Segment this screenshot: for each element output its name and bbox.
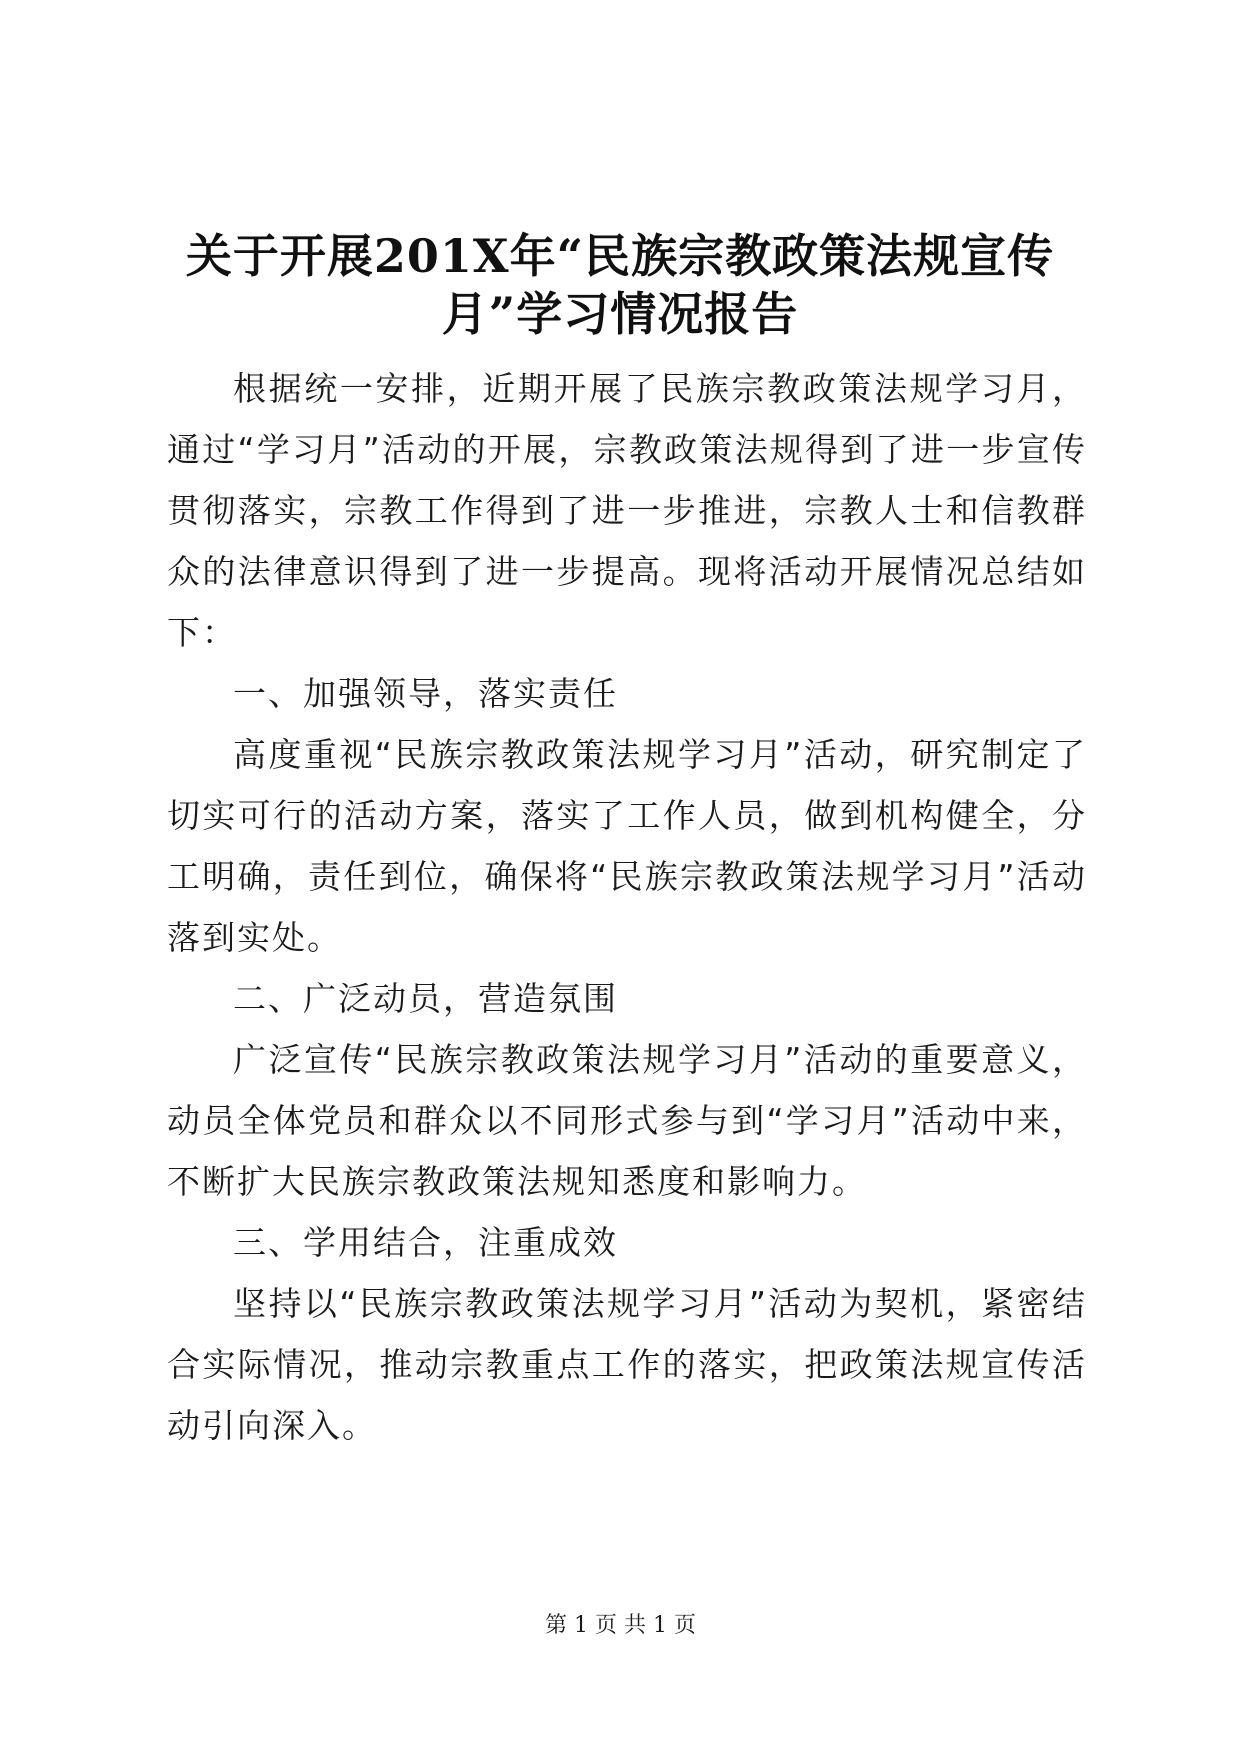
section-paragraph-2: 广泛宣传“民族宗教政策法规学习月”活动的重要意义，动员全体党员和群众以不同形式参与到“学习月”活动中来，不断扩大民族宗教政策法规知悉度和影响力。 bbox=[167, 1040, 1087, 1201]
document-title-line-2: 月”学习情况报告 bbox=[441, 287, 799, 341]
section-paragraph-3: 坚持以“民族宗教政策法规学习月”活动为契机，紧密结合实际情况，推动宗教重点工作的落实，把政策法规宣传活动引向深入。 bbox=[167, 1284, 1087, 1445]
document-body bbox=[167, 358, 1087, 1456]
document-title-line-1: 关于开展201X年“民族宗教政策法规宣传 bbox=[185, 229, 1055, 283]
section-heading-1: 一、加强领导，落实责任 bbox=[233, 674, 618, 713]
page-number-footer: 第 1 页 共 1 页 bbox=[545, 1613, 696, 1638]
section-heading-2: 二、广泛动员，营造氛围 bbox=[233, 979, 618, 1018]
section-heading-3: 三、学用结合，注重成效 bbox=[233, 1223, 618, 1262]
intro-paragraph: 根据统一安排，近期开展了民族宗教政策法规学习月，通过“学习月”活动的开展，宗教政策法规得到了进一步宣传贯彻落实，宗教工作得到了进一步推进，宗教人士和信教群众的法律意识得到了进一步提高。现将活动开展情况总结如下： bbox=[167, 369, 1087, 652]
section-paragraph-1: 高度重视“民族宗教政策法规学习月”活动，研究制定了切实可行的活动方案，落实了工作人员，做到机构健全，分工明确，责任到位，确保将“民族宗教政策法规学习月”活动落到实处。 bbox=[167, 735, 1087, 957]
